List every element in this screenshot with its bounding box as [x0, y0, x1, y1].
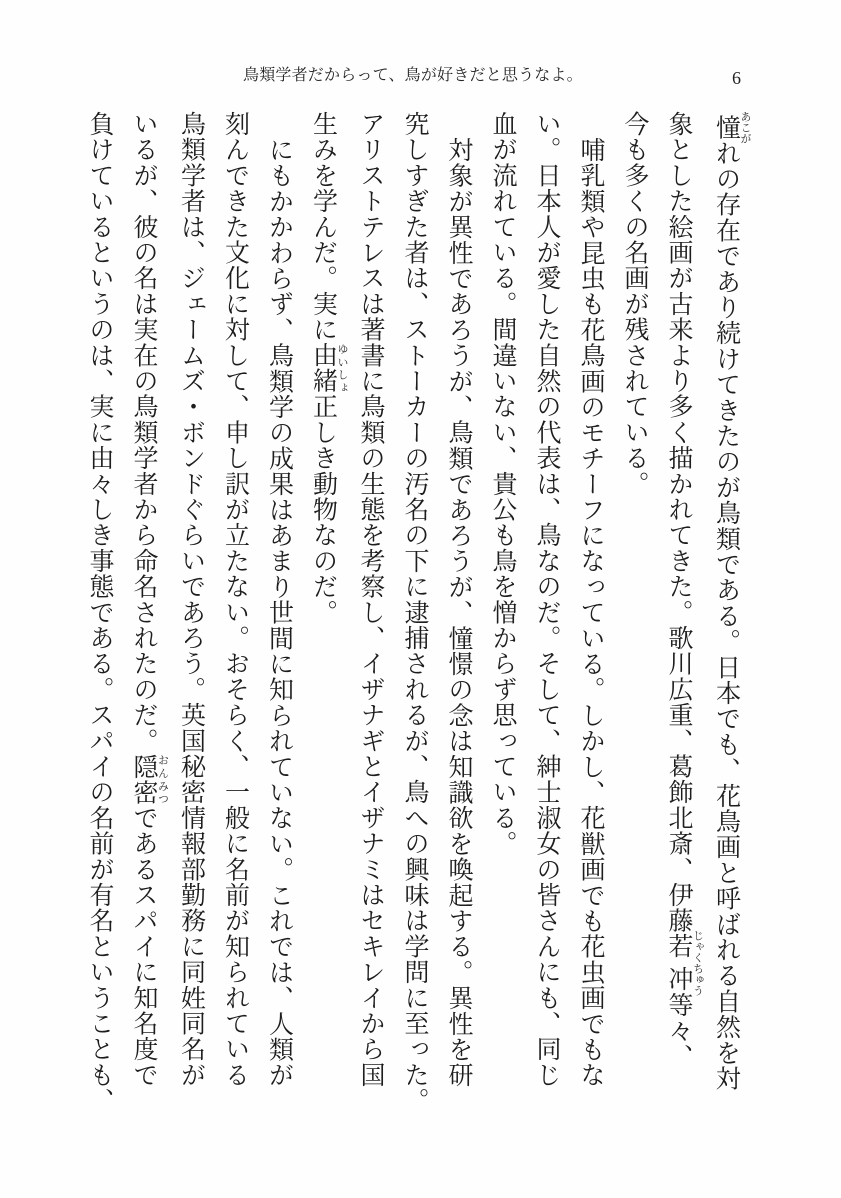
text-line: 憧 あこがれの存在であり続けてきたのが鳥類である。日本でも、花鳥画と呼ばれる自然を対	[712, 111, 751, 1092]
text-line: 鳥類学者は、ジェームズ・ボンドぐらいであろう。英国秘密情報部勤務に同姓同名が	[177, 111, 205, 1088]
furigana: あこが	[739, 111, 751, 144]
text-line: 血が流れている。間違いない、貴公も鳥を憎からず思っている。	[489, 111, 516, 857]
text-line: 刻んできた文化に対して、申し訳が立たない。おそらく、一般に名前が知られている	[221, 111, 249, 1088]
furigana: じゃくちゅう	[691, 929, 704, 996]
ruby-annotated-word: 若冲 じゃくちゅう	[665, 929, 704, 996]
furigana: ゆいしょ	[336, 342, 348, 394]
page-header	[0, 0, 841, 100]
text-line: い。日本人が愛した自然の代表は、鳥なのだ。そして、紳士淑女の皆さんにも、同じ	[533, 111, 560, 1088]
text-line: にもかかわらず、鳥類学の成果はあまり世間に知られていない。これでは、人類が	[265, 136, 293, 1088]
text-line: いるが、彼の名は実在の鳥類学者から命名されたのだ。隠密 おんみつであるスパイに知名度で	[130, 111, 169, 1088]
text-line: 負けているというのは、実に由々しき事態である。スパイの名前が有名ということも、	[86, 111, 113, 1114]
ruby-annotated-word: 由緒 ゆいしょ	[309, 342, 348, 394]
text-block	[86, 111, 751, 1121]
text-line: アリストテレスは著書に鳥類の生態を考察し、イザナギとイザナミはセキレイから国	[357, 111, 384, 1088]
furigana: おんみつ	[156, 753, 169, 805]
text-line: 今も多くの名画が残されている。	[621, 111, 648, 497]
ruby-annotated-word: 憧 あこが	[712, 111, 751, 144]
text-line: 究しすぎた者は、ストーカーの汚名の下に逮捕されるが、鳥への興味は学問に至った。	[401, 111, 428, 1114]
text-line: 哺乳類や昆虫も花鳥画のモチーフになっている。しかし、花獣画でも花虫画でもな	[577, 136, 604, 1088]
text-line: 象とした絵画が古来より多く描かれてきた。歌川広重、葛飾北斎、伊藤若冲 じゃくちゅう等々、	[665, 111, 704, 1070]
text-line: 対象が異性であろうが、鳥類であろうが、憧憬の念は知識欲を喚起する。異性を研	[445, 136, 472, 1088]
ruby-annotated-word: 隠密 おんみつ	[130, 753, 169, 805]
text-line: 生みを学んだ。実に由緒 ゆいしょ正しき動物なのだ。	[309, 111, 348, 626]
running-header-title: 鳥類学者だからって、鳥が好きだと思うなよ。	[243, 67, 583, 84]
page-number: 6	[732, 68, 741, 88]
